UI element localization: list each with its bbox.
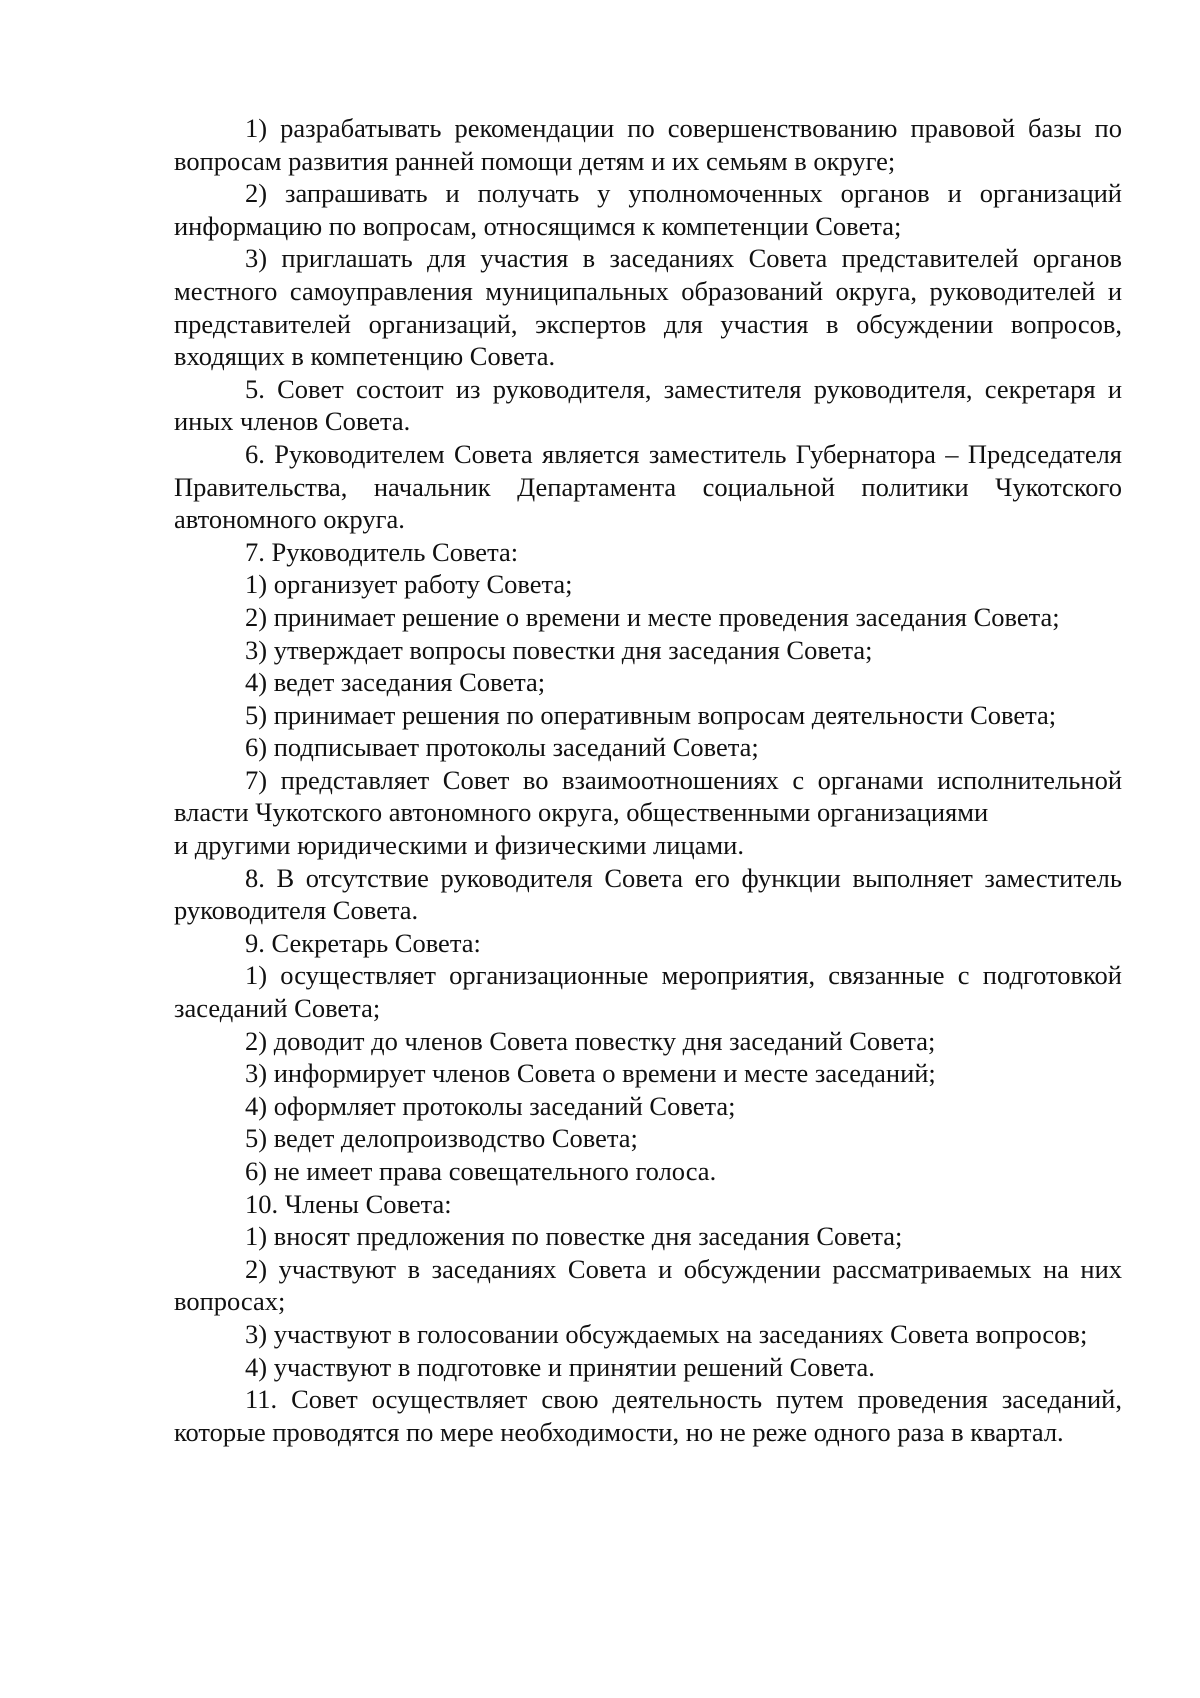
- list-item: 7) представляет Совет во взаимоотношениях с органами исполнительной власти Чукотского автономного округа, общественными организациями: [174, 764, 1122, 828]
- list-item: 3) информирует членов Совета о времени и месте заседаний;: [245, 1058, 936, 1089]
- paragraph: 8. В отсутствие руководителя Совета его функции выполняет заместитель руководителя Совета.: [174, 862, 1122, 926]
- list-item: 1) вносят предложения по повестке дня заседания Совета;: [245, 1221, 903, 1252]
- list-item: 4) ведет заседания Совета;: [245, 667, 546, 698]
- paragraph: 3) приглашать для участия в заседаниях Совета представителей органов местного самоуправления муниципальных образований округа, руководителей и представителей организаций, экспертов для участия в обсуждении вопросов, входящих в компетенцию Совета.: [174, 243, 1122, 372]
- list-item: 1) осуществляет организационные мероприятия, связанные с подготовкой заседаний Совета;: [174, 960, 1122, 1024]
- paragraph: 1) разрабатывать рекомендации по совершенствованию правовой базы по вопросам развития ранней помощи детям и их семьям в округе;: [174, 113, 1122, 176]
- list-item: 3) участвуют в голосовании обсуждаемых на заседаниях Совета вопросов;: [245, 1318, 1088, 1349]
- list-item: 2) участвуют в заседаниях Совета и обсуждении рассматриваемых на них вопросах;: [174, 1253, 1122, 1317]
- list-item: 5) ведет делопроизводство Совета;: [245, 1123, 638, 1154]
- list-item-continuation: и другими юридическими и физическими лицами.: [174, 830, 744, 861]
- list-item: 6) подписывает протоколы заседаний Совета;: [245, 732, 759, 763]
- list-item: 4) оформляет протоколы заседаний Совета;: [245, 1090, 736, 1121]
- section-heading: 7. Руководитель Совета:: [245, 536, 519, 567]
- list-item: 6) не имеет права совещательного голоса.: [245, 1156, 717, 1186]
- list-item: 2) доводит до членов Совета повестку дня заседаний Совета;: [245, 1025, 936, 1056]
- paragraph: 6. Руководителем Совета является заместитель Губернатора – Председателя Правительства, начальник Департамента социальной политики Чукотского автономного округа.: [174, 438, 1122, 535]
- paragraph: 2) запрашивать и получать у уполномоченных органов и организаций информацию по вопросам, относящимся к компетенции Совета;: [174, 178, 1122, 241]
- document-page: [174, 112, 1122, 1448]
- list-item: 3) утверждает вопросы повестки дня заседания Совета;: [245, 634, 873, 665]
- list-item: 4) участвуют в подготовке и принятии решений Совета.: [245, 1351, 875, 1382]
- list-item: 5) принимает решения по оперативным вопросам деятельности Совета;: [245, 699, 1057, 730]
- section-heading: 10. Члены Совета:: [245, 1188, 452, 1219]
- paragraph: 11. Совет осуществляет свою деятельность путем проведения заседаний, которые проводятся по мере необходимости, но не реже одного раза в квартал.: [174, 1384, 1122, 1447]
- section-heading: 9. Секретарь Совета:: [245, 927, 481, 958]
- list-item: 1) организует работу Совета;: [245, 569, 573, 600]
- paragraph: 5. Совет состоит из руководителя, заместителя руководителя, секретаря и иных членов Совета.: [174, 373, 1122, 437]
- list-item: 2) принимает решение о времени и месте проведения заседания Совета;: [245, 601, 1060, 632]
